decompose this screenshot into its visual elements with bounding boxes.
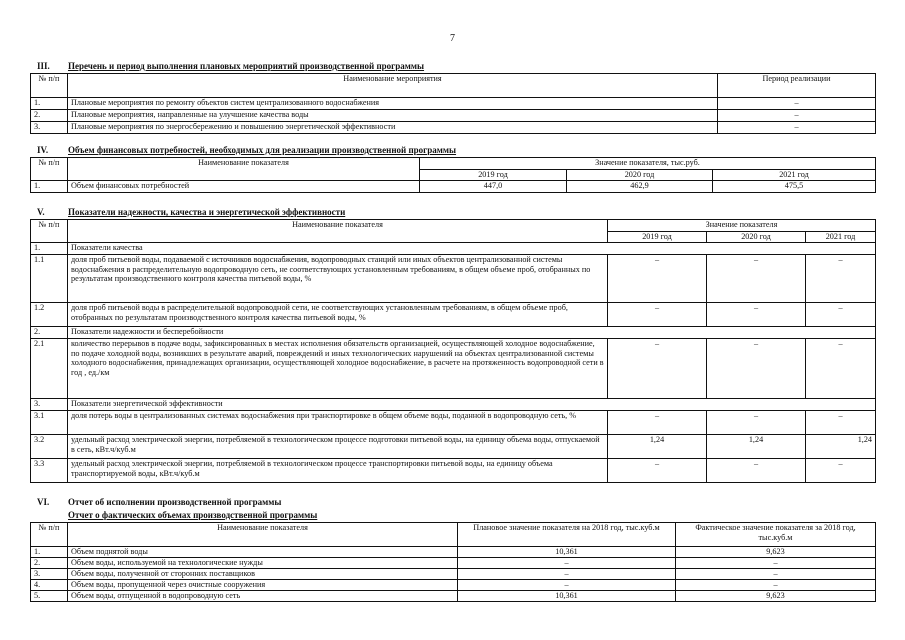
financial-needs-table xyxy=(30,157,876,193)
row-number: 2. xyxy=(31,558,68,569)
year-header: 2020 год xyxy=(567,170,713,181)
table-header-row xyxy=(31,220,876,232)
row-period: – xyxy=(718,98,876,110)
row-name: Плановые мероприятия по энергосбережению и повышению энергетической эффективности xyxy=(68,122,718,134)
row-name: Объем воды, отпущенной в водопроводную сеть xyxy=(68,591,458,602)
column-header: Значение показателя xyxy=(608,220,876,232)
table-header-row xyxy=(31,158,876,170)
section-number: V. xyxy=(37,207,45,217)
year-header: 2021 год xyxy=(806,232,876,243)
fact-value: – xyxy=(676,569,876,580)
row-name: доля проб питьевой воды в распределительной водопроводной сети, не соответствующих установленным требованиям, в общем объеме проб, отобранных по результатам производственного контроля качества питьевой воды, % xyxy=(68,303,608,327)
value-2020: – xyxy=(707,255,806,303)
row-number: 3. xyxy=(31,399,68,411)
section-6-subheading xyxy=(30,509,875,522)
section-number: VI. xyxy=(37,497,50,507)
row-name: Плановые мероприятия, направленные на улучшение качества воды xyxy=(68,110,718,122)
column-header: Значение показателя, тыс.руб. xyxy=(420,158,876,170)
table-header-row xyxy=(31,523,876,547)
plan-value: 10,361 xyxy=(458,591,676,602)
table-row xyxy=(31,459,876,483)
group-name: Показатели надежности и бесперебойности xyxy=(68,327,876,339)
table-row xyxy=(31,411,876,435)
row-number: 3.3 xyxy=(31,459,68,483)
row-name: количество перерывов в подаче воды, зафиксированных в местах исполнения обязательств организацией, осуществляющей холодное водоснабжение, по подаче холодной воды, возникших в результате аварий, повреждений и иных технологических нарушений на объектах централизованной системы холодного водоснабжения, принадлежащих организации, осуществляющей холодное водоснабжение, в расчете на протяженность водопроводной сети в год , ед./км xyxy=(68,339,608,399)
column-header: № п/п xyxy=(31,74,68,98)
table-row xyxy=(31,580,876,591)
plan-value: – xyxy=(458,569,676,580)
column-header: Плановое значение показателя на 2018 год, тыс.куб.м xyxy=(458,523,676,547)
value-2019: – xyxy=(608,255,707,303)
group-name: Показатели энергетической эффективности xyxy=(68,399,876,411)
value-2021: 475,5 xyxy=(713,181,876,193)
row-number: 1.2 xyxy=(31,303,68,327)
year-header: 2019 год xyxy=(608,232,707,243)
section-title: Перечень и период выполнения плановых мероприятий производственной программы xyxy=(68,61,425,71)
row-number: 1. xyxy=(31,243,68,255)
value-2019: – xyxy=(608,459,707,483)
row-name: Объем воды, используемой на технологические нужды xyxy=(68,558,458,569)
value-2019: – xyxy=(608,339,707,399)
page-number: 7 xyxy=(450,33,455,44)
plan-value: 10,361 xyxy=(458,547,676,558)
section-5-heading xyxy=(30,206,875,219)
table-row xyxy=(31,110,876,122)
value-2021: 1,24 xyxy=(806,435,876,459)
value-2020: 1,24 xyxy=(707,435,806,459)
row-name: доля потерь воды в централизованных системах водоснабжения при транспортировке в общем объеме воды, поданной в водопроводную сеть, % xyxy=(68,411,608,435)
row-number: 1. xyxy=(31,181,68,193)
section-title: Объем финансовых потребностей, необходимых для реализации производственной программы xyxy=(68,145,457,155)
column-header: Наименование мероприятия xyxy=(68,74,718,98)
row-number: 2.1 xyxy=(31,339,68,399)
section-3 xyxy=(30,60,875,134)
row-name: Объем финансовых потребностей xyxy=(68,181,420,193)
value-2021: – xyxy=(806,459,876,483)
value-2020: – xyxy=(707,339,806,399)
row-period: – xyxy=(718,122,876,134)
plan-value: – xyxy=(458,558,676,569)
table-row xyxy=(31,558,876,569)
table-row xyxy=(31,303,876,327)
section-6 xyxy=(30,496,875,602)
row-number: 1. xyxy=(31,98,68,110)
group-name: Показатели качества xyxy=(68,243,876,255)
row-number: 3. xyxy=(31,569,68,580)
value-2021: – xyxy=(806,303,876,327)
section-subtitle: Отчет о фактических объемах производственной программы xyxy=(68,510,318,520)
section-5 xyxy=(30,206,875,483)
table-group-row xyxy=(31,243,876,255)
table-group-row xyxy=(31,327,876,339)
section-6-heading xyxy=(30,496,875,509)
column-header: № п/п xyxy=(31,158,68,181)
table-row xyxy=(31,181,876,193)
table-row xyxy=(31,255,876,303)
row-number: 5. xyxy=(31,591,68,602)
table-row xyxy=(31,435,876,459)
value-2020: – xyxy=(707,303,806,327)
section-title: Показатели надежности, качества и энергетической эффективности xyxy=(68,207,346,217)
column-header: Фактическое значение показателя за 2018 год, тыс.куб.м xyxy=(676,523,876,547)
table-row xyxy=(31,98,876,110)
row-number: 1. xyxy=(31,547,68,558)
table-row xyxy=(31,591,876,602)
year-header: 2019 год xyxy=(420,170,567,181)
value-2021: – xyxy=(806,255,876,303)
value-2021: – xyxy=(806,411,876,435)
column-header: Наименование показателя xyxy=(68,523,458,547)
row-name: Плановые мероприятия по ремонту объектов систем централизованного водоснабжения xyxy=(68,98,718,110)
value-2021: – xyxy=(806,339,876,399)
plan-value: – xyxy=(458,580,676,591)
fact-value: – xyxy=(676,580,876,591)
row-number: 2. xyxy=(31,327,68,339)
row-name: доля проб питьевой воды, подаваемой с источников водоснабжения, водопроводных станций или иных объектов централизованной системы водоснабжения в распределительную водопроводную сеть, не соответствующих установленным требованиям, в общем объеме проб, отобранных по результатам производственного контроля качества питьевой воды, % xyxy=(68,255,608,303)
row-number: 1.1 xyxy=(31,255,68,303)
value-2019: – xyxy=(608,411,707,435)
row-name: Объем воды, пропущенной через очистные сооружения xyxy=(68,580,458,591)
row-name: удельный расход электрической энергии, потребляемой в технологическом процессе подготовки питьевой воды, на единицу объема воды, отпускаемой в сеть, кВт.ч/куб.м xyxy=(68,435,608,459)
table-group-row xyxy=(31,399,876,411)
column-header: Период реализации xyxy=(718,74,876,98)
reliability-indicators-table xyxy=(30,219,876,483)
table-row xyxy=(31,339,876,399)
section-4 xyxy=(30,144,875,193)
row-period: – xyxy=(718,110,876,122)
table-row xyxy=(31,569,876,580)
section-number: IV. xyxy=(37,145,49,155)
column-header: № п/п xyxy=(31,220,68,243)
section-3-heading xyxy=(30,60,875,73)
production-volumes-table xyxy=(30,522,876,602)
row-name: Объем поднятой воды xyxy=(68,547,458,558)
year-header: 2021 год xyxy=(713,170,876,181)
value-2020: 462,9 xyxy=(567,181,713,193)
section-number: III. xyxy=(37,61,50,71)
row-name: удельный расход электрической энергии, потребляемой в технологическом процессе транспортировки питьевой воды, на единицу объема транспортируемой воды, кВт.ч/куб.м xyxy=(68,459,608,483)
table-header-row xyxy=(31,74,876,98)
section-4-heading xyxy=(30,144,875,157)
section-title: Отчет об исполнении производственной программы xyxy=(68,497,282,507)
table-row xyxy=(31,122,876,134)
row-number: 3. xyxy=(31,122,68,134)
value-2019: 1,24 xyxy=(608,435,707,459)
fact-value: – xyxy=(676,558,876,569)
row-name: Объем воды, полученной от сторонних поставщиков xyxy=(68,569,458,580)
row-number: 4. xyxy=(31,580,68,591)
planned-measures-table xyxy=(30,73,876,134)
fact-value: 9,623 xyxy=(676,591,876,602)
column-header: Наименование показателя xyxy=(68,220,608,243)
row-number: 3.2 xyxy=(31,435,68,459)
year-header: 2020 год xyxy=(707,232,806,243)
column-header: № п/п xyxy=(31,523,68,547)
value-2020: – xyxy=(707,459,806,483)
table-row xyxy=(31,547,876,558)
row-number: 3.1 xyxy=(31,411,68,435)
value-2020: – xyxy=(707,411,806,435)
column-header: Наименование показателя xyxy=(68,158,420,181)
fact-value: 9,623 xyxy=(676,547,876,558)
value-2019: 447,0 xyxy=(420,181,567,193)
value-2019: – xyxy=(608,303,707,327)
row-number: 2. xyxy=(31,110,68,122)
